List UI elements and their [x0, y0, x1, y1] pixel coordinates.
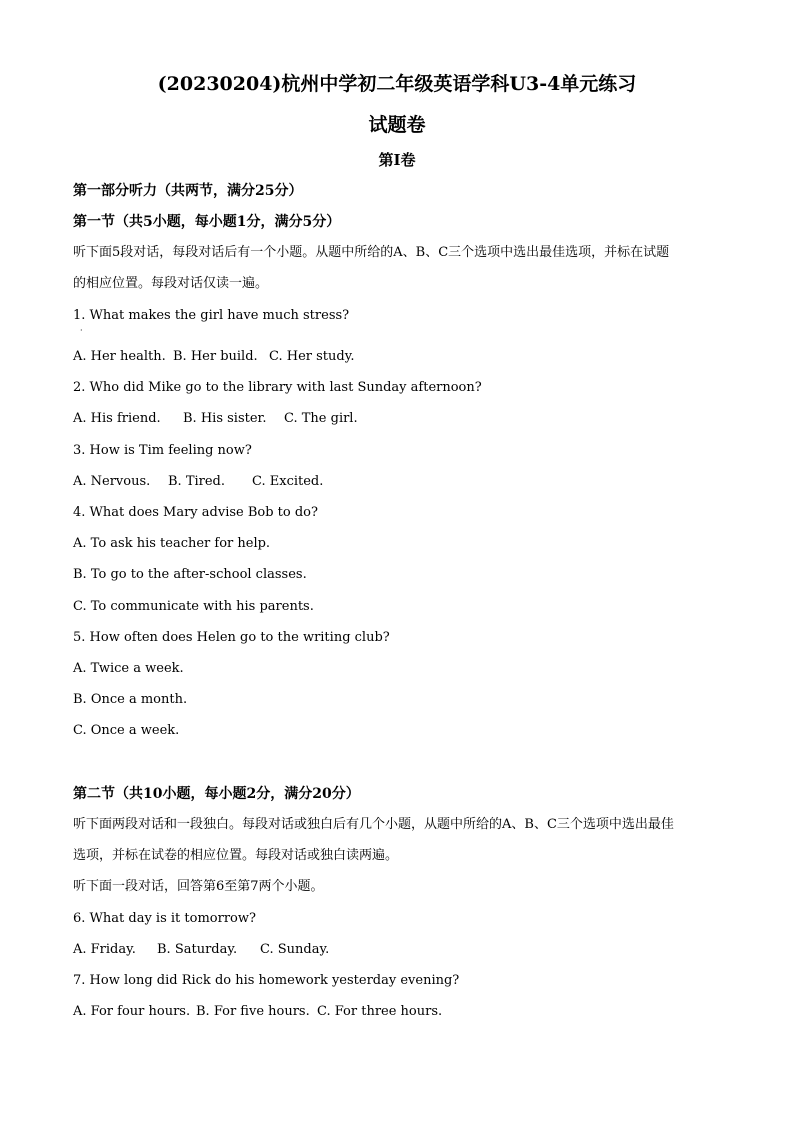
volume-label: 第I卷 — [378, 151, 416, 169]
section1-instruction-line2: 的相应位置。每段对话仅读一遍。 — [73, 276, 269, 291]
section2-instruction-line2: 选项，并标在试卷的相应位置。每段对话或独白读两遍。 — [73, 848, 399, 863]
q4-option-a: A. To ask his teacher for help. — [73, 536, 271, 551]
question-1-options — [73, 347, 733, 367]
section1-heading: 第一节（共5小题，每小题1分，满分5分） — [73, 214, 341, 230]
stray-dot-mark: · — [80, 326, 83, 335]
q2-option-a: A. His friend. — [73, 411, 161, 426]
question-5: 5. How often does Helen go to the writing club? — [73, 630, 390, 645]
q1-option-a: A. Her health. — [73, 349, 166, 364]
question-7-options — [73, 1002, 733, 1022]
q5-option-a: A. Twice a week. — [73, 661, 184, 676]
q2-option-b: B. His sister. — [183, 411, 267, 426]
question-6: 6. What day is it tomorrow? — [73, 911, 256, 926]
q6-option-a: A. Friday. — [73, 942, 136, 957]
q6-option-b: B. Saturday. — [157, 942, 238, 957]
section1-instruction-line1: 听下面5段对话，每段对话后有一个小题。从题中所给的A、B、C三个选项中选出最佳选项，并标在试题 — [73, 245, 670, 260]
q7-option-c: C. For three hours. — [317, 1004, 443, 1019]
q7-option-a: A. For four hours. — [73, 1004, 191, 1019]
question-6-options — [73, 940, 733, 960]
question-4: 4. What does Mary advise Bob to do? — [73, 505, 318, 520]
q7-option-b: B. For five hours. — [196, 1004, 310, 1019]
q3-option-b: B. Tired. — [168, 474, 226, 489]
section2-heading: 第二节（共10小题，每小题2分，满分20分） — [73, 786, 360, 802]
question-7: 7. How long did Rick do his homework yesterday evening? — [73, 973, 460, 988]
q2-option-c: C. The girl. — [284, 411, 358, 426]
q6-option-c: C. Sunday. — [260, 942, 330, 957]
q1-option-b: B. Her build. — [173, 349, 258, 364]
question-1: 1. What makes the girl have much stress? — [73, 308, 350, 323]
question-2: 2. Who did Mike go to the library with last Sunday afternoon? — [73, 380, 482, 395]
q3-option-c: C. Excited. — [252, 474, 324, 489]
section2-instruction-line1: 听下面两段对话和一段独白。每段对话或独白后有几个小题，从题中所给的A、B、C三个选项中选出最佳 — [73, 817, 674, 832]
section2-sub-instruction: 听下面一段对话，回答第6至第7两个小题。 — [73, 879, 324, 894]
page-title: (20230204)杭州中学初二年级英语学科U3-4单元练习 — [157, 73, 637, 95]
q5-option-b: B. Once a month. — [73, 692, 188, 707]
q4-option-c: C. To communicate with his parents. — [73, 599, 314, 614]
q4-option-b: B. To go to the after-school classes. — [73, 567, 307, 582]
question-2-options — [73, 409, 733, 429]
question-3: 3. How is Tim feeling now? — [73, 443, 252, 458]
q5-option-c: C. Once a week. — [73, 723, 180, 738]
q3-option-a: A. Nervous. — [73, 474, 151, 489]
part1-heading: 第一部分听力（共两节，满分25分） — [73, 183, 303, 199]
page-subtitle: 试题卷 — [368, 114, 426, 136]
q1-option-c: C. Her study. — [269, 349, 355, 364]
question-3-options — [73, 472, 733, 492]
